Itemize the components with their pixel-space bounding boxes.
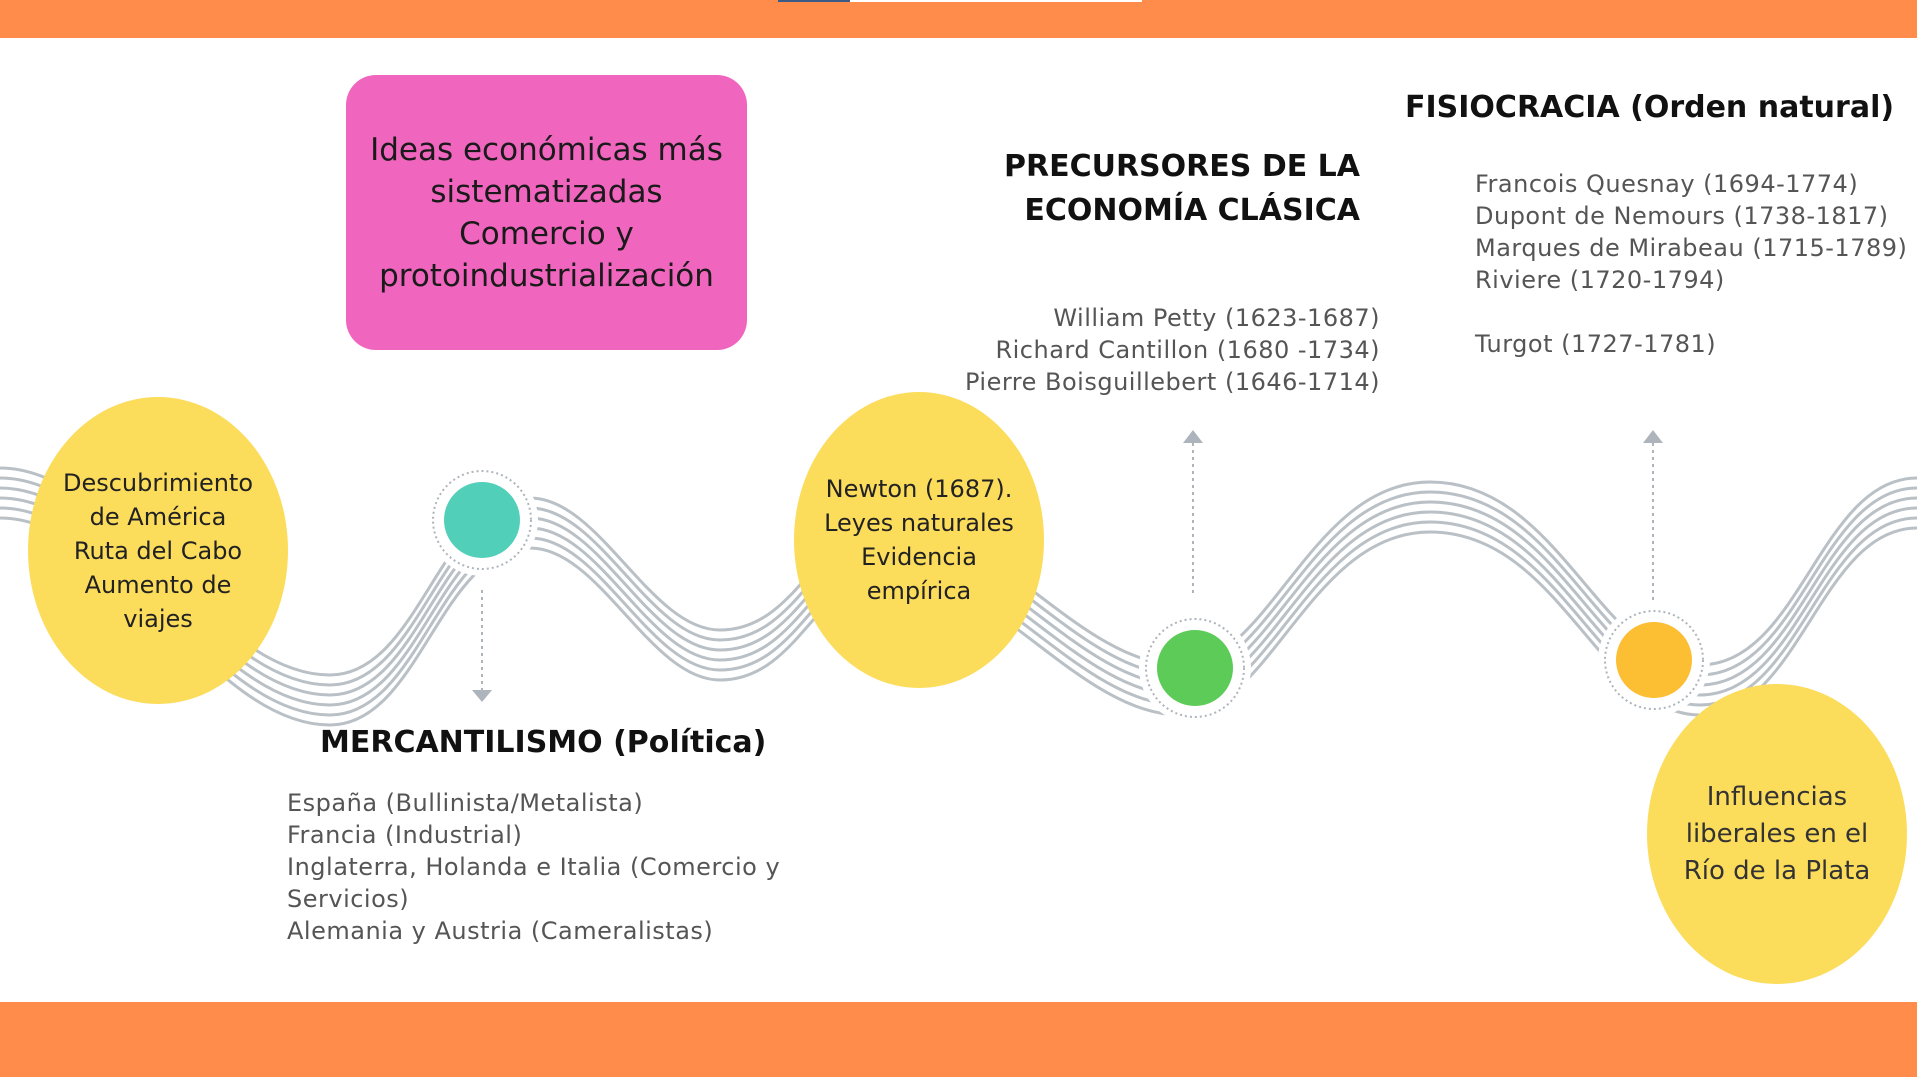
ellipse-influencias: [1647, 684, 1907, 984]
pink-box-line: Ideas económicas más: [370, 131, 723, 168]
ellipse-descubrimiento: [28, 397, 288, 704]
ellipse-text-line: Evidencia: [861, 543, 977, 571]
ellipse-text-line: Influencias: [1706, 781, 1848, 812]
precursores-list: [900, 302, 1380, 398]
heading-text: MERCANTILISMO (Política): [320, 725, 767, 760]
pink-box-line: Comercio y: [459, 215, 634, 252]
arrow-up-icon: [1183, 430, 1203, 443]
ellipse-text-line: Newton (1687).: [825, 475, 1013, 503]
list-item: España (Bullinista/Metalista): [287, 789, 644, 817]
fisiocracia-list: [1475, 168, 1907, 360]
list-item: Alemania y Austria (Cameralistas): [287, 917, 714, 945]
ellipse-text-line: liberales en el: [1685, 818, 1869, 849]
heading-text: FISIOCRACIA (Orden natural): [1405, 90, 1895, 125]
list-item: Francia (Industrial): [287, 821, 523, 849]
ellipse-text-line: empírica: [866, 577, 972, 605]
ideas-economicas-box: [346, 75, 747, 350]
node-halo-backgrounds: [426, 464, 1710, 724]
ellipse-text-line: Río de la Plata: [1683, 855, 1871, 886]
list-item: Dupont de Nemours (1738-1817): [1475, 202, 1889, 230]
ellipse-text-line: de América: [89, 502, 227, 531]
list-item: Turgot (1727-1781): [1475, 330, 1717, 358]
list-spacer: [1475, 296, 1907, 328]
list-item: William Petty (1623-1687): [1053, 304, 1380, 332]
list-item: Inglaterra, Holanda e Italia (Comercio y: [287, 853, 781, 881]
connector-arrows: [482, 443, 1653, 690]
heading-line: ECONOMÍA CLÁSICA: [1024, 193, 1360, 228]
list-item: Servicios): [287, 885, 410, 913]
precursores-heading: [960, 145, 1360, 233]
ellipse-text-line: Descubrimiento: [62, 468, 254, 497]
fisiocracia-heading: [1405, 86, 1894, 130]
ellipse-text-line: Leyes naturales: [824, 509, 1014, 537]
ellipse-newton: [794, 392, 1044, 688]
mercantilismo-heading: [320, 721, 766, 765]
arrow-down-icon: [472, 690, 492, 702]
pink-box-line: sistematizadas: [430, 173, 663, 210]
list-item: Riviere (1720-1794): [1475, 266, 1725, 294]
arrow-heads: [472, 430, 1663, 702]
list-item: Marques de Mirabeau (1715-1789): [1475, 234, 1908, 262]
arrow-up-icon: [1643, 430, 1663, 443]
list-item: Richard Cantillon (1680 -1734): [995, 336, 1380, 364]
ellipse-text-line: viajes: [123, 604, 193, 633]
ellipse-text-line: Aumento de: [84, 570, 232, 599]
list-item: Pierre Boisguillebert (1646-1714): [964, 368, 1380, 396]
list-item: Francois Quesnay (1694-1774): [1475, 170, 1859, 198]
pink-box-line: protoindustrialización: [379, 257, 714, 294]
heading-line: PRECURSORES DE LA: [1004, 149, 1360, 184]
mercantilismo-list: [287, 787, 780, 947]
ellipse-text-line: Ruta del Cabo: [73, 536, 243, 565]
